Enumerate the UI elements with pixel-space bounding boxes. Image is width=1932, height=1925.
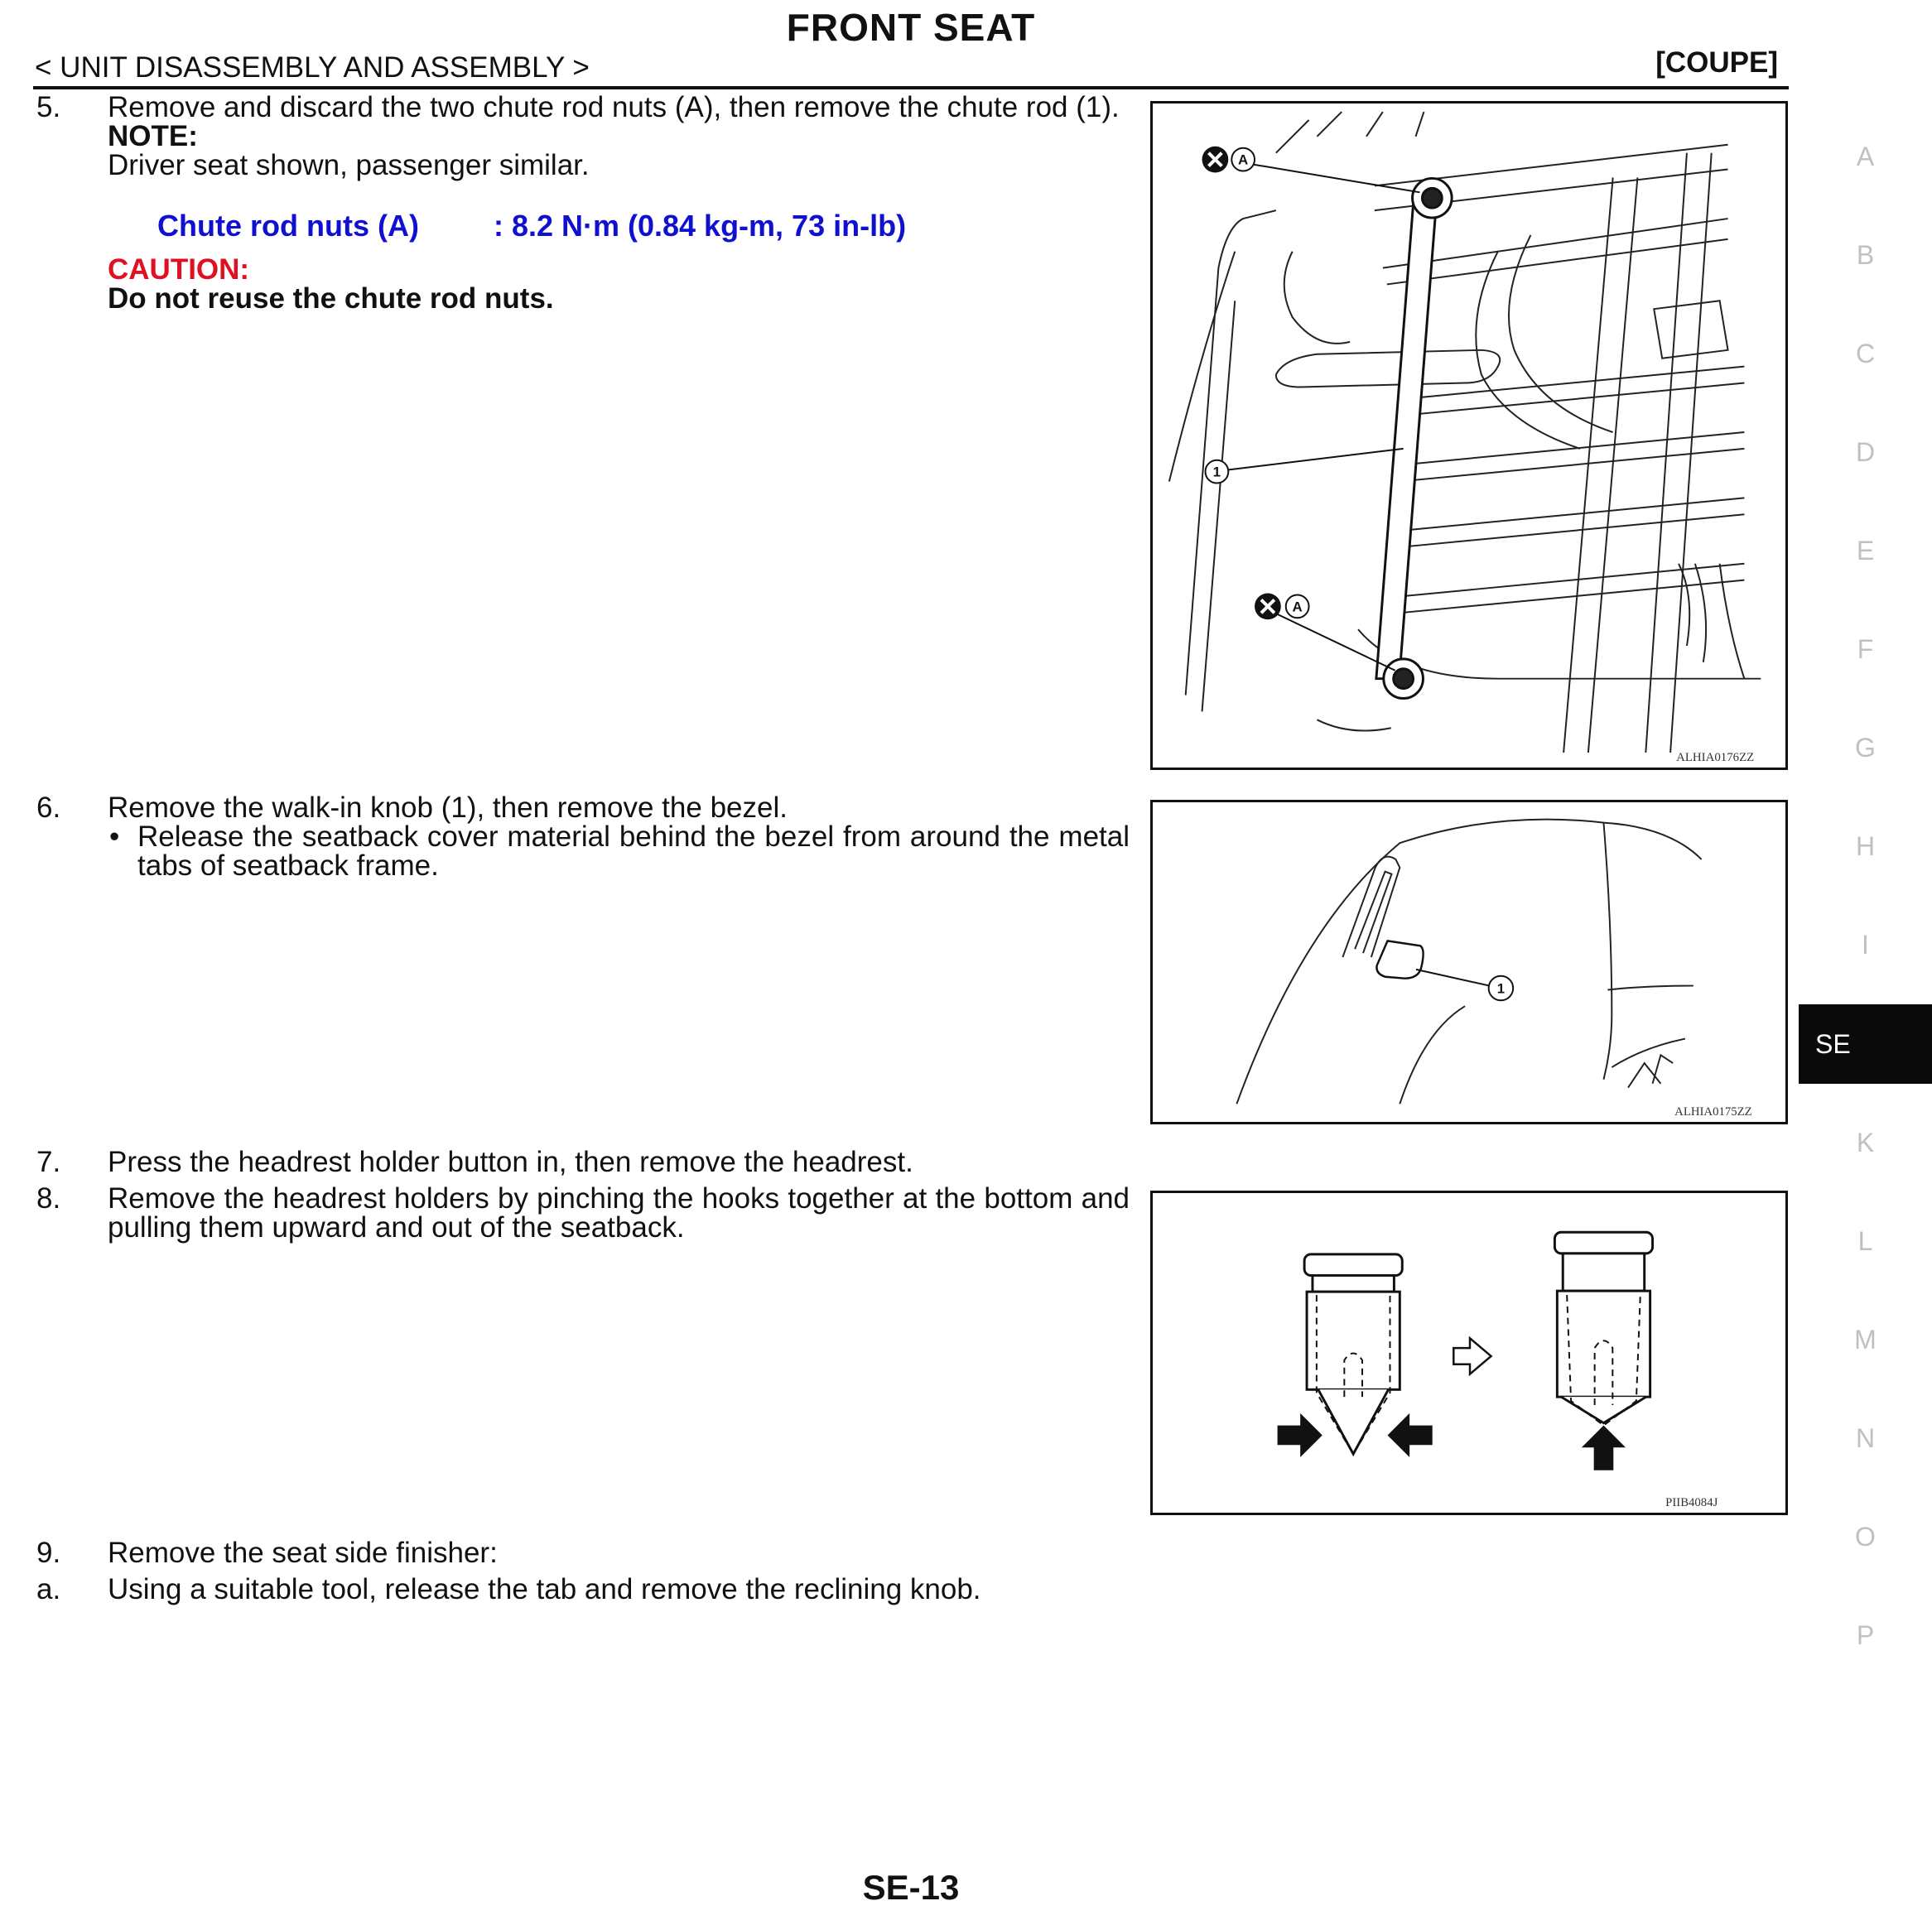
model-variant: [COUPE]: [1655, 46, 1778, 79]
tab-se[interactable]: SE: [1799, 1004, 1932, 1084]
callout-a-top: A: [1238, 152, 1249, 168]
step-number: 9.: [36, 1537, 61, 1569]
page-title: FRONT SEAT: [786, 6, 1036, 49]
figure-id: ALHIA0175ZZ: [1674, 1105, 1752, 1119]
tab-n[interactable]: N: [1855, 1423, 1876, 1453]
step-text: Using a suitable tool, release the tab and remove the reclining knob.: [108, 1573, 981, 1605]
step-8: [36, 1184, 1130, 1242]
page-number: SE-13: [862, 1868, 960, 1907]
header-rule: [33, 86, 1789, 89]
section-heading: < UNIT DISASSEMBLY AND ASSEMBLY >: [35, 51, 590, 84]
callout-1: 1: [1212, 464, 1221, 480]
spec-value: : 8.2 N·m (0.84 kg-m, 73 in-lb): [493, 209, 907, 243]
tab-a[interactable]: A: [1856, 142, 1875, 171]
step-text: Remove and discard the two chute rod nuts (A), then remove the chute rod (1).: [108, 91, 1120, 123]
section-index-tabs: [1799, 108, 1932, 1685]
tab-k[interactable]: K: [1856, 1128, 1875, 1157]
note-label: NOTE:: [108, 120, 198, 152]
headrest-holder-illustration: [1153, 1193, 1785, 1513]
tab-p[interactable]: P: [1856, 1620, 1875, 1650]
step-text: Remove the walk-in knob (1), then remove the bezel.: [108, 792, 788, 824]
tab-d[interactable]: D: [1855, 437, 1876, 467]
tab-b[interactable]: B: [1856, 240, 1875, 270]
tab-o[interactable]: O: [1855, 1522, 1876, 1552]
figure-id: ALHIA0176ZZ: [1676, 750, 1755, 764]
spec-label: Chute rod nuts (A): [157, 209, 419, 243]
walk-in-knob-illustration: [1153, 802, 1785, 1122]
chute-rod-illustration: [1153, 103, 1785, 768]
caution-label: CAUTION:: [108, 253, 250, 286]
bullet-item: [108, 822, 1130, 880]
bullet-icon: •: [109, 821, 120, 853]
tab-g[interactable]: G: [1855, 733, 1876, 763]
tab-e[interactable]: E: [1856, 536, 1875, 565]
figure-walk-in-knob: [1150, 800, 1788, 1124]
step-number: a.: [36, 1573, 61, 1605]
note-text: Driver seat shown, passenger similar.: [108, 149, 590, 181]
torque-spec: [157, 209, 1130, 243]
step-5: [36, 93, 1130, 313]
step-number: 6.: [36, 792, 61, 824]
tab-l[interactable]: L: [1857, 1226, 1873, 1256]
step-number: 5.: [36, 91, 61, 123]
step-a: [36, 1575, 1212, 1604]
tab-c[interactable]: C: [1855, 339, 1876, 368]
step-7: [36, 1148, 1130, 1177]
step-number: 7.: [36, 1146, 61, 1178]
step-text: Press the headrest holder button in, then remove the headrest.: [108, 1146, 913, 1178]
step-number: 8.: [36, 1182, 61, 1215]
figure-chute-rod: [1150, 101, 1788, 770]
bullet-text: Release the seatback cover material behind the bezel from around the metal tabs of seatback frame.: [137, 821, 1130, 882]
callout-1: 1: [1496, 980, 1506, 997]
tab-f[interactable]: F: [1857, 634, 1874, 664]
step-9: [36, 1538, 1130, 1567]
tab-m[interactable]: M: [1854, 1325, 1877, 1355]
callout-a-bottom: A: [1292, 599, 1303, 615]
step-text: Remove the headrest holders by pinching the hooks together at the bottom and pulling them upward and out of the seatback.: [108, 1182, 1130, 1244]
figure-headrest-holder: [1150, 1191, 1788, 1515]
step-text: Remove the seat side finisher:: [108, 1537, 498, 1569]
discard-nut-icon: [1202, 147, 1281, 620]
tab-i[interactable]: I: [1862, 930, 1869, 960]
caution-text: Do not reuse the chute rod nuts.: [108, 282, 554, 315]
step-6: [36, 793, 1130, 880]
figure-id: PIIB4084J: [1665, 1496, 1718, 1510]
arrow-icon: [1278, 1413, 1626, 1470]
tab-h[interactable]: H: [1855, 831, 1876, 861]
